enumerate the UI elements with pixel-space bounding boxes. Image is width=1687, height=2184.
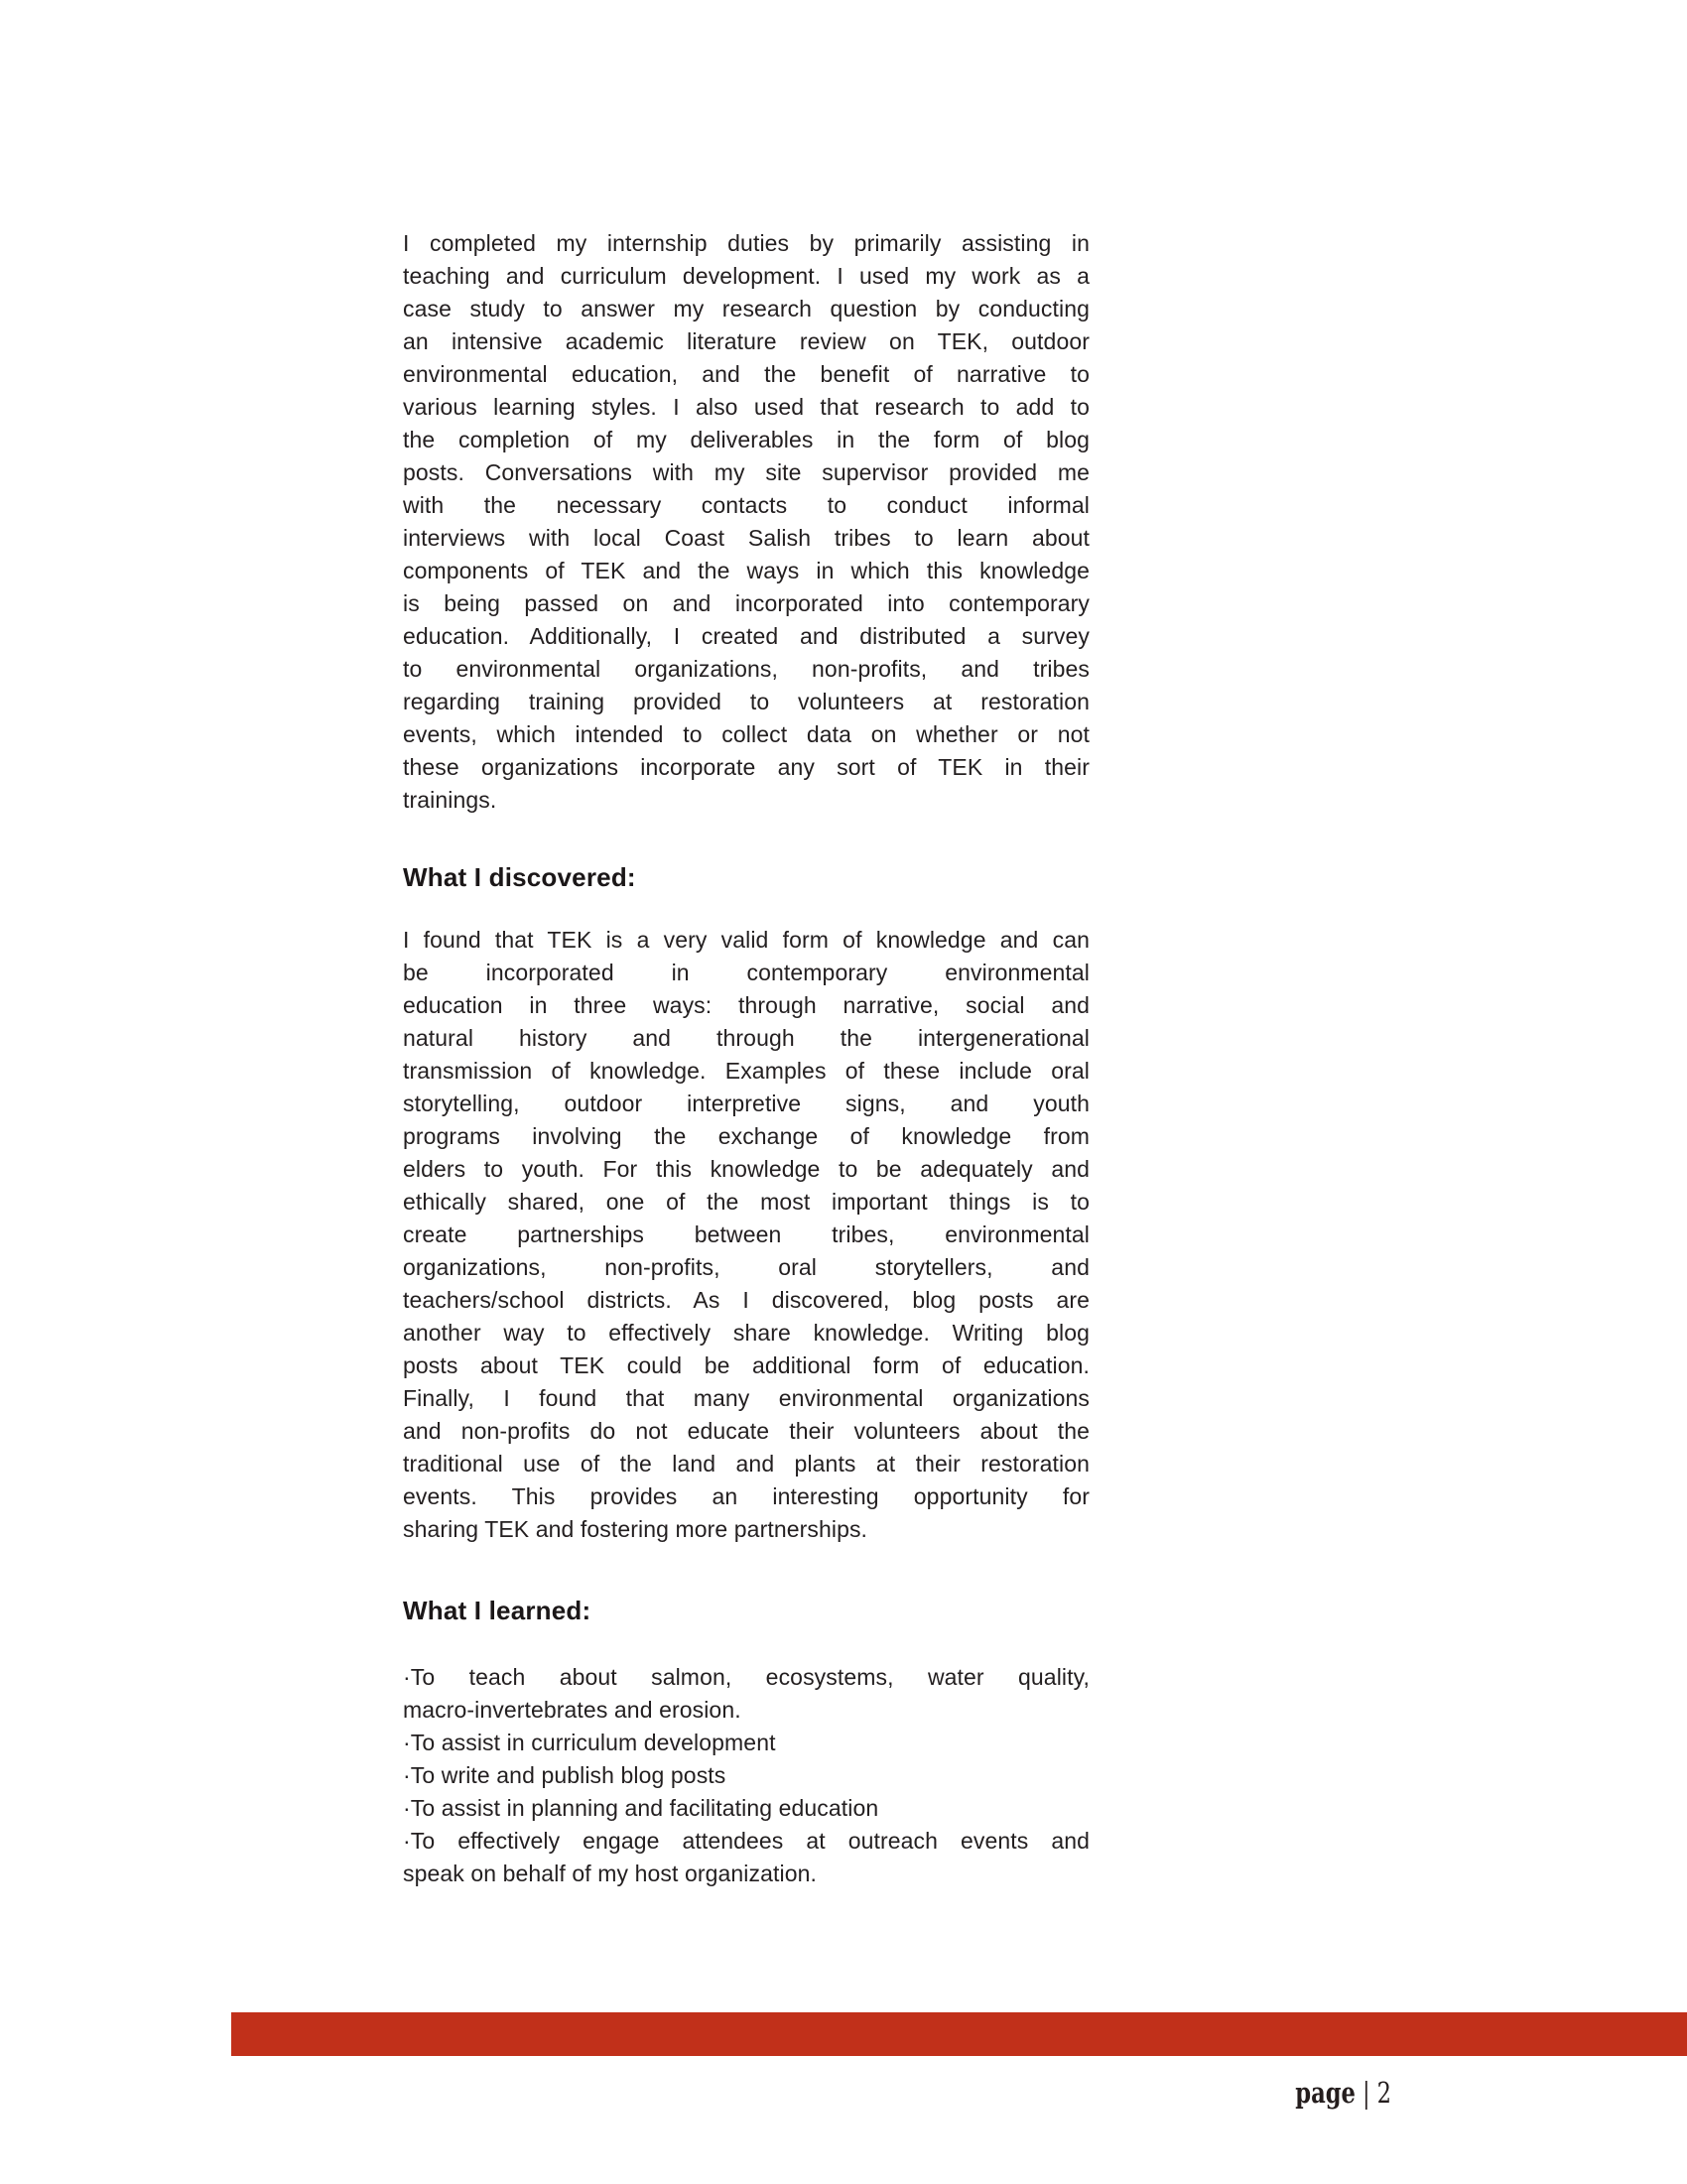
text-line: an intensive academic literature review on TEK, outdoor <box>403 328 1090 354</box>
paragraph-internship-duties <box>403 227 1090 817</box>
text-line: create partnerships between tribes, environmental <box>403 1221 1090 1247</box>
heading-what-i-discovered: What I discovered: <box>403 862 636 892</box>
text-line: is being passed on and incorporated into contemporary <box>403 590 1090 616</box>
text-line: traditional use of the land and plants at their restoration <box>403 1451 1090 1477</box>
text-line: teaching and curriculum development. I used my work as a <box>403 263 1090 289</box>
text-line: transmission of knowledge. Examples of these include oral <box>403 1058 1090 1084</box>
text-line: education. Additionally, I created and distributed a survey <box>403 623 1090 649</box>
text-line: ·To write and publish blog posts <box>403 1762 726 1788</box>
text-line: ·To assist in planning and facilitating education <box>403 1795 879 1821</box>
text-line: ·To effectively engage attendees at outreach events and <box>403 1828 1090 1854</box>
text-line: ethically shared, one of the most important things is to <box>403 1189 1090 1215</box>
text-line: be incorporated in contemporary environmental <box>403 960 1090 985</box>
text-line: to environmental organizations, non-profits, and tribes <box>403 656 1090 682</box>
text-line: regarding training provided to volunteers at restoration <box>403 689 1090 714</box>
text-line: storytelling, outdoor interpretive signs, and youth <box>403 1091 1090 1116</box>
text-line: Finally, I found that many environmental organizations <box>403 1385 1090 1411</box>
text-line: speak on behalf of my host organization. <box>403 1861 817 1886</box>
bullet-list-what-i-learned <box>403 1661 1090 1890</box>
text-line: and non-profits do not educate their volunteers about the <box>403 1418 1090 1444</box>
text-line: ·To teach about salmon, ecosystems, water quality, <box>403 1664 1090 1690</box>
text-line: environmental education, and the benefit of narrative to <box>403 361 1090 387</box>
text-line: these organizations incorporate any sort of TEK in their <box>403 754 1090 780</box>
text-line: education in three ways: through narrative, social and <box>403 992 1090 1018</box>
page-number <box>1239 2075 1391 2111</box>
text-line: with the necessary contacts to conduct informal <box>403 492 1090 518</box>
text-line: posts. Conversations with my site supervisor provided me <box>403 459 1090 485</box>
page-number-label: page <box>1295 2076 1356 2110</box>
text-line: interviews with local Coast Salish tribes to learn about <box>403 525 1090 551</box>
text-line: posts about TEK could be additional form of education. <box>403 1352 1090 1378</box>
text-line: I completed my internship duties by primarily assisting in <box>403 230 1090 256</box>
text-line: I found that TEK is a very valid form of knowledge and can <box>403 927 1090 953</box>
text-line: various learning styles. I also used that research to add to <box>403 394 1090 420</box>
text-line: another way to effectively share knowledge. Writing blog <box>403 1320 1090 1346</box>
text-line: events, which intended to collect data on whether or not <box>403 721 1090 747</box>
paragraph-what-i-discovered-body <box>403 924 1090 1546</box>
text-line: programs involving the exchange of knowledge from <box>403 1123 1090 1149</box>
text-line: macro-invertebrates and erosion. <box>403 1697 741 1723</box>
text-line: sharing TEK and fostering more partnerships. <box>403 1516 868 1542</box>
footer-accent-bar <box>231 2012 1687 2056</box>
text-line: ·To assist in curriculum development <box>403 1730 776 1755</box>
page-number-value: 2 <box>1376 2076 1391 2110</box>
text-line: the completion of my deliverables in the form of blog <box>403 427 1090 452</box>
text-line: teachers/school districts. As I discovered, blog posts are <box>403 1287 1090 1313</box>
text-line: events. This provides an interesting opportunity for <box>403 1483 1090 1509</box>
text-line: natural history and through the intergenerational <box>403 1025 1090 1051</box>
text-line: elders to youth. For this knowledge to be adequately and <box>403 1156 1090 1182</box>
text-line: trainings. <box>403 787 497 813</box>
text-line: case study to answer my research question by conducting <box>403 296 1090 321</box>
page-number-separator: | <box>1362 2076 1370 2110</box>
text-line: components of TEK and the ways in which this knowledge <box>403 558 1090 583</box>
text-line: organizations, non-profits, oral storytellers, and <box>403 1254 1090 1280</box>
heading-what-i-learned: What I learned: <box>403 1596 591 1625</box>
